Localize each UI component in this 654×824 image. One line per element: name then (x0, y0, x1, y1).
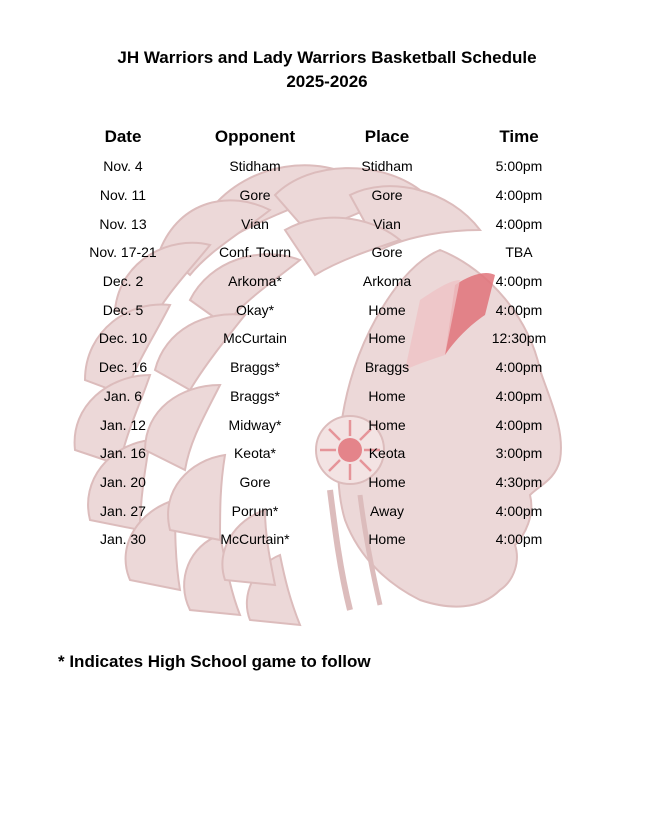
game-time: 4:00pm (495, 387, 543, 404)
table-row (58, 525, 586, 554)
game-date: Jan. 16 (100, 445, 146, 462)
game-date: Nov. 4 (103, 158, 143, 175)
table-row (58, 410, 586, 439)
table-row (58, 295, 586, 324)
game-place: Home (368, 330, 406, 347)
game-date: Jan. 30 (100, 531, 146, 548)
table-row (58, 238, 586, 267)
game-opponent: Conf. Tourn (218, 244, 292, 261)
game-date: Nov. 17-21 (89, 244, 157, 261)
game-time: 4:00pm (495, 531, 543, 548)
table-row (58, 181, 586, 210)
game-date: Nov. 11 (99, 187, 147, 204)
game-opponent: Midway* (228, 416, 282, 433)
game-opponent: Braggs* (230, 359, 280, 376)
game-place: Keota (368, 445, 406, 462)
game-opponent: Vian (241, 215, 269, 232)
game-opponent: McCurtain (223, 330, 287, 347)
table-row (58, 152, 586, 181)
game-date: Nov. 13 (99, 215, 147, 232)
game-time: 4:00pm (495, 273, 543, 290)
game-time: 4:00pm (495, 502, 543, 519)
game-opponent: Braggs* (230, 387, 280, 404)
game-date: Dec. 10 (98, 330, 148, 347)
game-place: Away (370, 502, 404, 519)
game-opponent: Keota* (233, 445, 277, 462)
game-opponent: Gore (239, 473, 271, 490)
game-time: 4:00pm (495, 215, 543, 232)
game-opponent: Stidham (229, 158, 281, 175)
season-subtitle: 2025-2026 (286, 72, 368, 91)
header-place: Place (364, 127, 410, 146)
game-place: Braggs (364, 359, 410, 376)
game-opponent: Arkoma* (228, 273, 282, 290)
game-date: Dec. 2 (102, 273, 144, 290)
game-place: Vian (373, 215, 401, 232)
game-time: TBA (505, 244, 533, 261)
game-time: 4:00pm (495, 187, 543, 204)
header-opponent: Opponent (214, 127, 296, 146)
game-time: 4:00pm (495, 359, 543, 376)
game-date: Dec. 16 (98, 359, 148, 376)
game-time: 4:00pm (495, 301, 543, 318)
game-date: Jan. 12 (100, 416, 146, 433)
game-date: Jan. 6 (103, 387, 143, 404)
table-row (58, 468, 586, 497)
game-opponent: McCurtain* (220, 531, 290, 548)
game-time: 4:00pm (495, 416, 543, 433)
game-opponent: Gore (239, 187, 271, 204)
game-place: Home (368, 531, 406, 548)
game-place: Home (368, 416, 406, 433)
game-place: Home (368, 387, 406, 404)
game-time: 12:30pm (491, 330, 547, 347)
game-place: Home (368, 473, 406, 490)
game-time: 5:00pm (495, 158, 543, 175)
document-title: JH Warriors and Lady Warriors Basketball Schedule (117, 48, 537, 67)
game-place: Gore (371, 187, 403, 204)
game-date: Jan. 20 (100, 473, 146, 490)
table-row (58, 382, 586, 411)
table-row (58, 324, 586, 353)
game-place: Stidham (361, 158, 413, 175)
header-date: Date (104, 127, 142, 146)
header-time: Time (499, 127, 539, 146)
game-time: 3:00pm (495, 445, 543, 462)
game-place: Arkoma (362, 273, 412, 290)
table-row (58, 267, 586, 296)
footnote: * Indicates High School game to follow (58, 652, 371, 671)
game-opponent: Okay* (235, 301, 275, 318)
game-date: Jan. 27 (100, 502, 146, 519)
table-row (58, 209, 586, 238)
game-place: Home (368, 301, 406, 318)
game-time: 4:30pm (495, 473, 543, 490)
table-row (58, 353, 586, 382)
game-place: Gore (371, 244, 403, 261)
game-opponent: Porum* (231, 502, 279, 519)
table-row (58, 439, 586, 468)
game-date: Dec. 5 (102, 301, 144, 318)
schedule-table (58, 122, 586, 554)
table-header-row (58, 122, 586, 152)
table-row (58, 496, 586, 525)
